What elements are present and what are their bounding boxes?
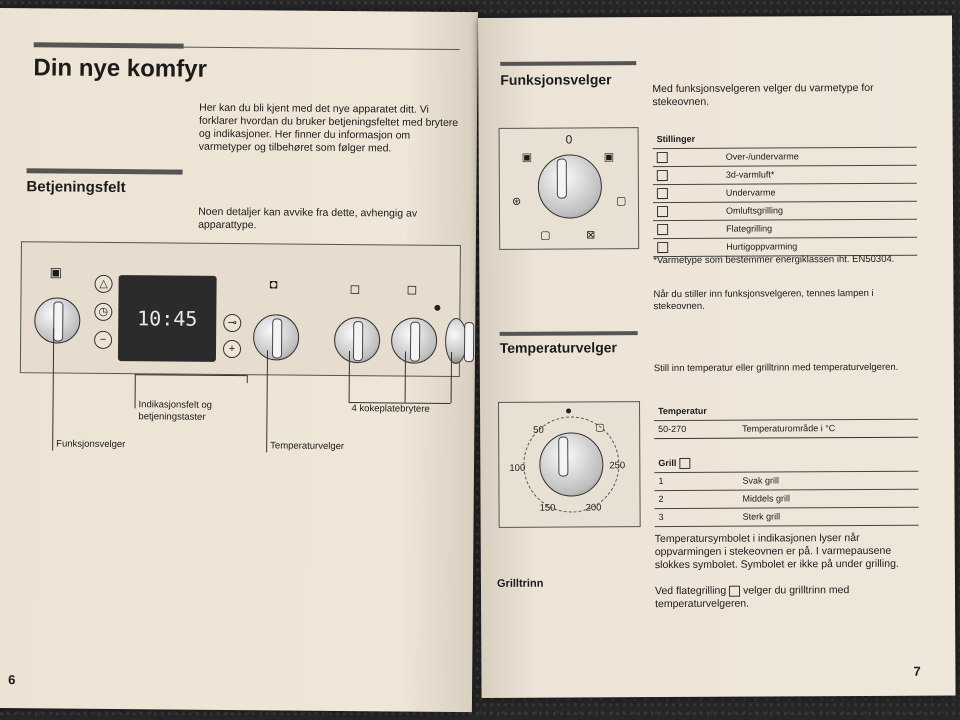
temperature-knob (253, 314, 299, 360)
alarm-icon: △ (95, 275, 113, 293)
minus-icon: − (94, 331, 112, 349)
hob-knob-1 (334, 317, 380, 363)
page-number: 7 (913, 663, 921, 679)
fan-icon: ⊛ (511, 195, 522, 208)
flat-grill-icon (729, 585, 740, 596)
plus-icon: + (223, 340, 241, 358)
function-dial-knob (538, 154, 602, 218)
clock-icon: ◷ (94, 303, 112, 321)
grill-icon: ▢ (595, 422, 605, 434)
func-title: Funksjonsvelger (500, 71, 612, 88)
section-bar (27, 168, 183, 174)
lamp-note: Når du stiller inn funksjonsvelgeren, tennes lampen i stekeovnen. (653, 287, 874, 313)
table-row: Undervarme (653, 184, 917, 203)
flat-grill-text: Ved flategrilling velger du grilltrinn med temperaturvelgeren. (654, 584, 850, 611)
func-text: Med funksjonsvelgeren velger du varmetype for stekeovnen. (652, 81, 874, 109)
callout-line (349, 351, 350, 403)
dial-zero: 0 (565, 132, 573, 147)
callout-line (247, 375, 248, 383)
heat-mode-icon (657, 242, 668, 253)
footnote: *Varmetype som bestemmer energiklassen iht. EN50304. (653, 253, 895, 267)
heat-mode-icon (657, 224, 668, 235)
table-row: 3d-varmluft* (653, 166, 917, 185)
left-page (0, 8, 478, 712)
callout-line (266, 350, 268, 452)
temp-title: Temperaturvelger (499, 339, 618, 356)
dial-mark: 50 (533, 424, 544, 436)
label-temperature: Temperaturvelger (270, 440, 345, 453)
function-symbol-icon: ▣ (49, 264, 63, 280)
table-row: 2 Middels grill (654, 490, 918, 509)
temperature-dial-diagram (498, 401, 641, 528)
table-header: Grill (654, 454, 918, 473)
table-row: Flategrilling (653, 220, 917, 239)
page-title: Din nye komfyr (33, 54, 207, 83)
grill-icon (679, 458, 690, 469)
heat-symbol-icon: ▢ (615, 195, 627, 208)
section-title: Betjeningsfelt (26, 178, 126, 197)
callout-line (405, 352, 406, 403)
heat-symbol-icon: ▣ (521, 151, 533, 164)
function-knob (34, 297, 80, 343)
label-indication: Indikasjonsfelt og betjeningstaster (138, 399, 213, 423)
table-row: Hurtigoppvarming (653, 238, 917, 257)
dial-mark: 250 (609, 460, 626, 472)
table-row: Over-/undervarme (653, 148, 917, 167)
grill-table (654, 454, 918, 527)
heat-symbol-icon: ▢ (540, 229, 551, 242)
table-row: Omluftsgrilling (653, 202, 917, 221)
callout-line (52, 328, 54, 450)
control-panel-diagram (20, 241, 461, 377)
grill-icon: ⊠ (586, 229, 596, 242)
temperature-table (654, 402, 918, 439)
hob-knob-3 (445, 318, 467, 364)
grilltrinn-heading: Grilltrinn (496, 577, 544, 590)
callout-line (135, 374, 136, 408)
key-icon: ⊸ (223, 314, 241, 332)
intro-text: Her kan du bli kjent med det nye apparatet ditt. Vi forklarer hvordan du bruker betjeningsfeltet med brytere og indikasjoner. Her finner du informasjon om varmetyper og tilbehøret som følger med. (198, 101, 459, 155)
heat-symbol-icon: ▣ (603, 151, 615, 164)
callout-line (135, 374, 247, 376)
symbol-text: Temperatursymbolet i indikasjonen lyser når oppvarmingen i stekeovnen er på. I varmepausene slokkes symbolet. Symbolet er ikke på under grilling. (654, 532, 899, 572)
title-rule (184, 47, 460, 50)
heat-mode-icon (657, 170, 668, 181)
hob-symbol-icon: ◻ (349, 281, 361, 297)
section-bar (500, 61, 636, 66)
label-function: Funksjonsvelger (56, 438, 126, 451)
hob-knob-2 (391, 317, 437, 363)
dial-mark: 150 (539, 502, 556, 514)
table-row: 3 Sterk grill (655, 508, 919, 527)
right-page (478, 16, 956, 698)
hob-symbol-icon: ◻ (406, 281, 418, 297)
table-row: 50-270 Temperaturområde i °C (654, 420, 918, 439)
section-bar (500, 331, 638, 336)
dial-mark: 200 (585, 502, 602, 514)
label-hob: 4 kokeplatebrytere (351, 403, 430, 415)
temperature-dial-knob (539, 432, 603, 496)
temp-text: Still inn temperatur eller grilltrinn med temperaturvelgeren. (653, 361, 899, 375)
heat-mode-icon (657, 152, 668, 163)
heat-mode-icon (657, 188, 668, 199)
dial-mark: 100 (509, 462, 526, 474)
table-header: Stillinger (653, 130, 917, 149)
section-note: Noen detaljer kan avvike fra dette, avhengig av apparattype. (198, 205, 418, 232)
function-dial-diagram (499, 127, 640, 250)
dial-marker (566, 409, 571, 414)
table-row: 1 Svak grill (654, 472, 918, 491)
clock-display: 10:45 (118, 275, 217, 362)
title-bar (34, 42, 184, 48)
indicator-dot (434, 305, 440, 311)
table-header: Temperatur (654, 402, 918, 421)
callout-line (451, 352, 452, 403)
positions-table (653, 130, 918, 257)
page-number: 6 (8, 672, 16, 688)
heat-mode-icon (657, 206, 668, 217)
thermometer-icon: ◘ (269, 276, 278, 292)
